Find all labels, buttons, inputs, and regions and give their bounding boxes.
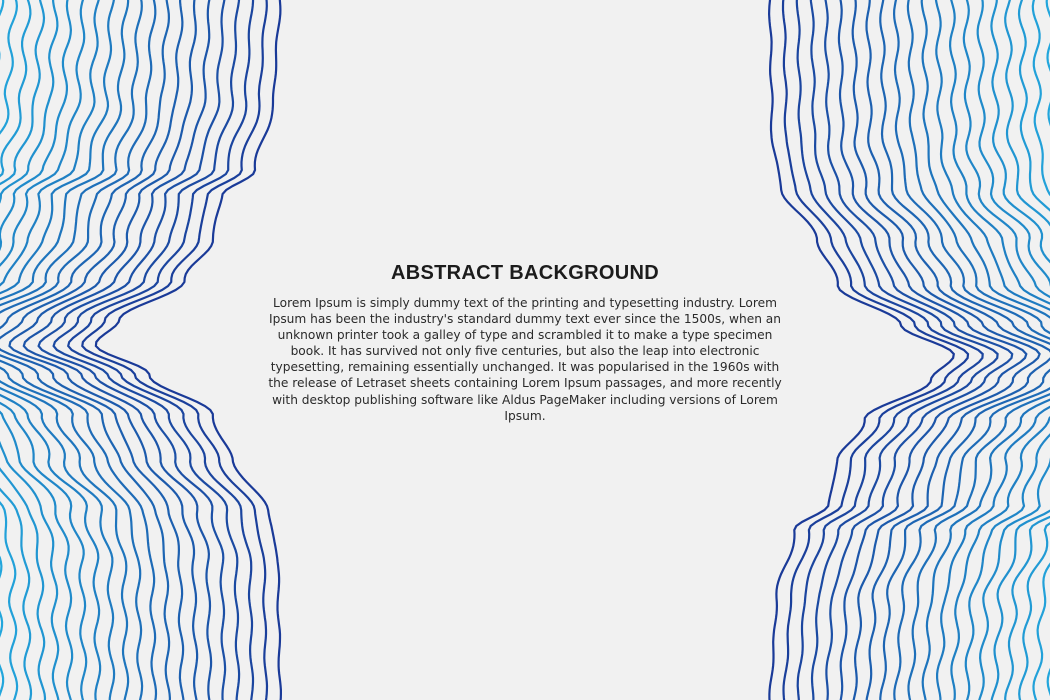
- body-line: Lorem Ipsum is simply dummy text of the printing and typesetting industry. Lorem: [273, 296, 777, 310]
- left-wave-line: [10, 0, 198, 700]
- right-wave-line: [783, 0, 968, 700]
- body-line: book. It has survived not only five centuries, but also the leap into electronic: [290, 344, 760, 359]
- left-wave-line: [39, 0, 226, 700]
- right-wave-line: [811, 0, 998, 700]
- body-line: the release of Letraset sheets containing Lorem Ipsum passages, and more recently: [268, 376, 782, 391]
- right-wave-line: [797, 0, 983, 700]
- text-block: [240, 262, 810, 424]
- body-line: unknown printer took a galley of type and scrambled it to make a type specimen: [277, 328, 773, 343]
- body-line: Ipsum.: [504, 408, 546, 423]
- body-text: [240, 295, 810, 424]
- right-wave-line: [1005, 0, 1050, 700]
- body-line: typesetting, remaining essentially unchanged. It was popularised in the 1960s with: [270, 360, 780, 375]
- right-wave-line: [922, 0, 1050, 700]
- body-line: with desktop publishing software like Aldus PageMaker including versions of Lorem: [272, 392, 778, 407]
- body-line: Ipsum has been the industry's standard dummy text ever since the 1500s, when an: [268, 312, 782, 327]
- heading: ABSTRACT BACKGROUND: [391, 262, 659, 284]
